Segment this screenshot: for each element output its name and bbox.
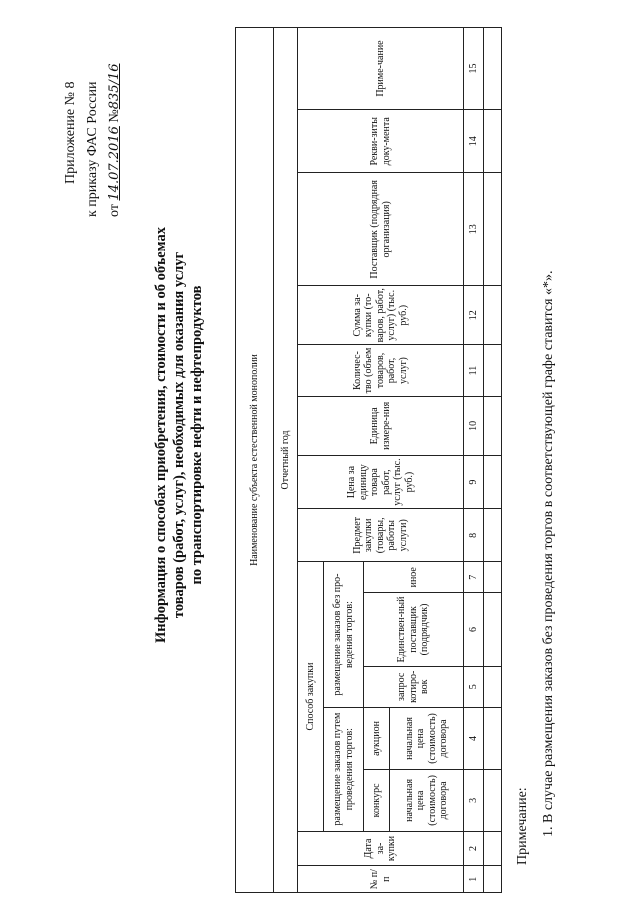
no-tender-header: размещение заказов без про-ведения торгов: bbox=[324, 562, 364, 707]
single-supplier-header: Единствен-ный поставщик (подрядчик) bbox=[364, 593, 464, 667]
empty-cell bbox=[484, 110, 502, 173]
year-header: Отчетный год bbox=[274, 28, 298, 893]
method-header: Способ закупки bbox=[298, 562, 324, 831]
empty-cell bbox=[484, 562, 502, 593]
empty-cell bbox=[484, 286, 502, 345]
empty-cell bbox=[484, 593, 502, 667]
col-requisites-header: Рекви-зиты доку-мента bbox=[298, 110, 464, 173]
column-number: 10 bbox=[464, 396, 484, 455]
column-number: 9 bbox=[464, 455, 484, 508]
note-heading: Примечание: bbox=[515, 787, 530, 865]
col-supplier-header: Поставщик (подрядная организация) bbox=[298, 173, 464, 286]
empty-cell bbox=[484, 28, 502, 110]
subject-row bbox=[236, 28, 274, 893]
subject-header: Наименование субъекта естественной монополии bbox=[236, 28, 274, 893]
column-number: 1 bbox=[464, 866, 484, 893]
handwritten-number: 835/16 bbox=[107, 63, 122, 110]
empty-data-row bbox=[484, 28, 502, 893]
date-prefix: от bbox=[107, 204, 122, 217]
column-number: 2 bbox=[464, 831, 484, 866]
note-item-1: 1. В случае размещения заказов без проведения торгов в соответствующей графе ставится «*». bbox=[541, 270, 556, 837]
other-header: иное bbox=[364, 562, 464, 593]
header-row-1 bbox=[298, 28, 324, 893]
attachment-block bbox=[60, 27, 126, 217]
column-number: 7 bbox=[464, 562, 484, 593]
col-unit-price-header: Цена за единицу товара работ, услуг (тыс. руб.) bbox=[298, 455, 464, 508]
contest-header: конкурс bbox=[364, 770, 390, 831]
tender-header: размещение заказов путем проведения торгов: bbox=[324, 707, 364, 831]
note-block bbox=[510, 271, 562, 865]
empty-cell bbox=[484, 866, 502, 893]
column-number: 13 bbox=[464, 173, 484, 286]
col-number-header: № п/п bbox=[298, 866, 464, 893]
col-sum-header: Сумма за-купки (то-варов, работ, услуг) (тыс. руб.) bbox=[298, 286, 464, 345]
col-remark-header: Приме-чание bbox=[298, 28, 464, 110]
column-number: 3 bbox=[464, 770, 484, 831]
document-title bbox=[152, 85, 206, 785]
column-number: 8 bbox=[464, 509, 484, 562]
year-row bbox=[274, 28, 298, 893]
title-line-2: товаров (работ, услуг), необходимых для оказания услуг bbox=[171, 251, 187, 619]
column-number: 15 bbox=[464, 28, 484, 110]
empty-cell bbox=[484, 831, 502, 866]
empty-cell bbox=[484, 455, 502, 508]
col-quantity-header: Количес-тво (объем товаров, работ, услуг) bbox=[298, 345, 464, 396]
title-line-1: Информация о способах приобретения, стоимости и об объемах bbox=[153, 227, 169, 643]
column-number: 12 bbox=[464, 286, 484, 345]
empty-cell bbox=[484, 770, 502, 831]
column-number: 4 bbox=[464, 707, 484, 769]
procurement-table bbox=[235, 27, 502, 893]
empty-cell bbox=[484, 173, 502, 286]
empty-cell bbox=[484, 396, 502, 455]
column-number: 5 bbox=[464, 666, 484, 707]
contest-price-header: начальная цена (стоимость) договора bbox=[390, 770, 464, 831]
col-unit-header: Единица измере-ния bbox=[298, 396, 464, 455]
number-prefix: № bbox=[107, 109, 122, 123]
attachment-order: к приказу ФАС России bbox=[85, 81, 100, 217]
empty-cell bbox=[484, 345, 502, 396]
attachment-date-line bbox=[104, 27, 126, 217]
empty-cell bbox=[484, 509, 502, 562]
auction-header: аукцион bbox=[364, 707, 390, 769]
column-number: 14 bbox=[464, 110, 484, 173]
quote-request-header: запрос котиро-вок bbox=[364, 666, 464, 707]
empty-cell bbox=[484, 707, 502, 769]
col-date-header: Дата за-купки bbox=[298, 831, 464, 866]
col-subject-header: Предмет закупки (товары, работы услуги) bbox=[298, 509, 464, 562]
column-number: 11 bbox=[464, 345, 484, 396]
handwritten-date: 14.07.2016 bbox=[107, 126, 122, 201]
title-line-3: по транспортировке нефти и нефтепродуктов bbox=[189, 285, 205, 585]
auction-price-header: начальная цена (стоимость) договора bbox=[390, 707, 464, 769]
column-numbers-row bbox=[464, 28, 484, 893]
column-number: 6 bbox=[464, 593, 484, 667]
empty-cell bbox=[484, 666, 502, 707]
attachment-number: Приложение № 8 bbox=[63, 81, 78, 184]
